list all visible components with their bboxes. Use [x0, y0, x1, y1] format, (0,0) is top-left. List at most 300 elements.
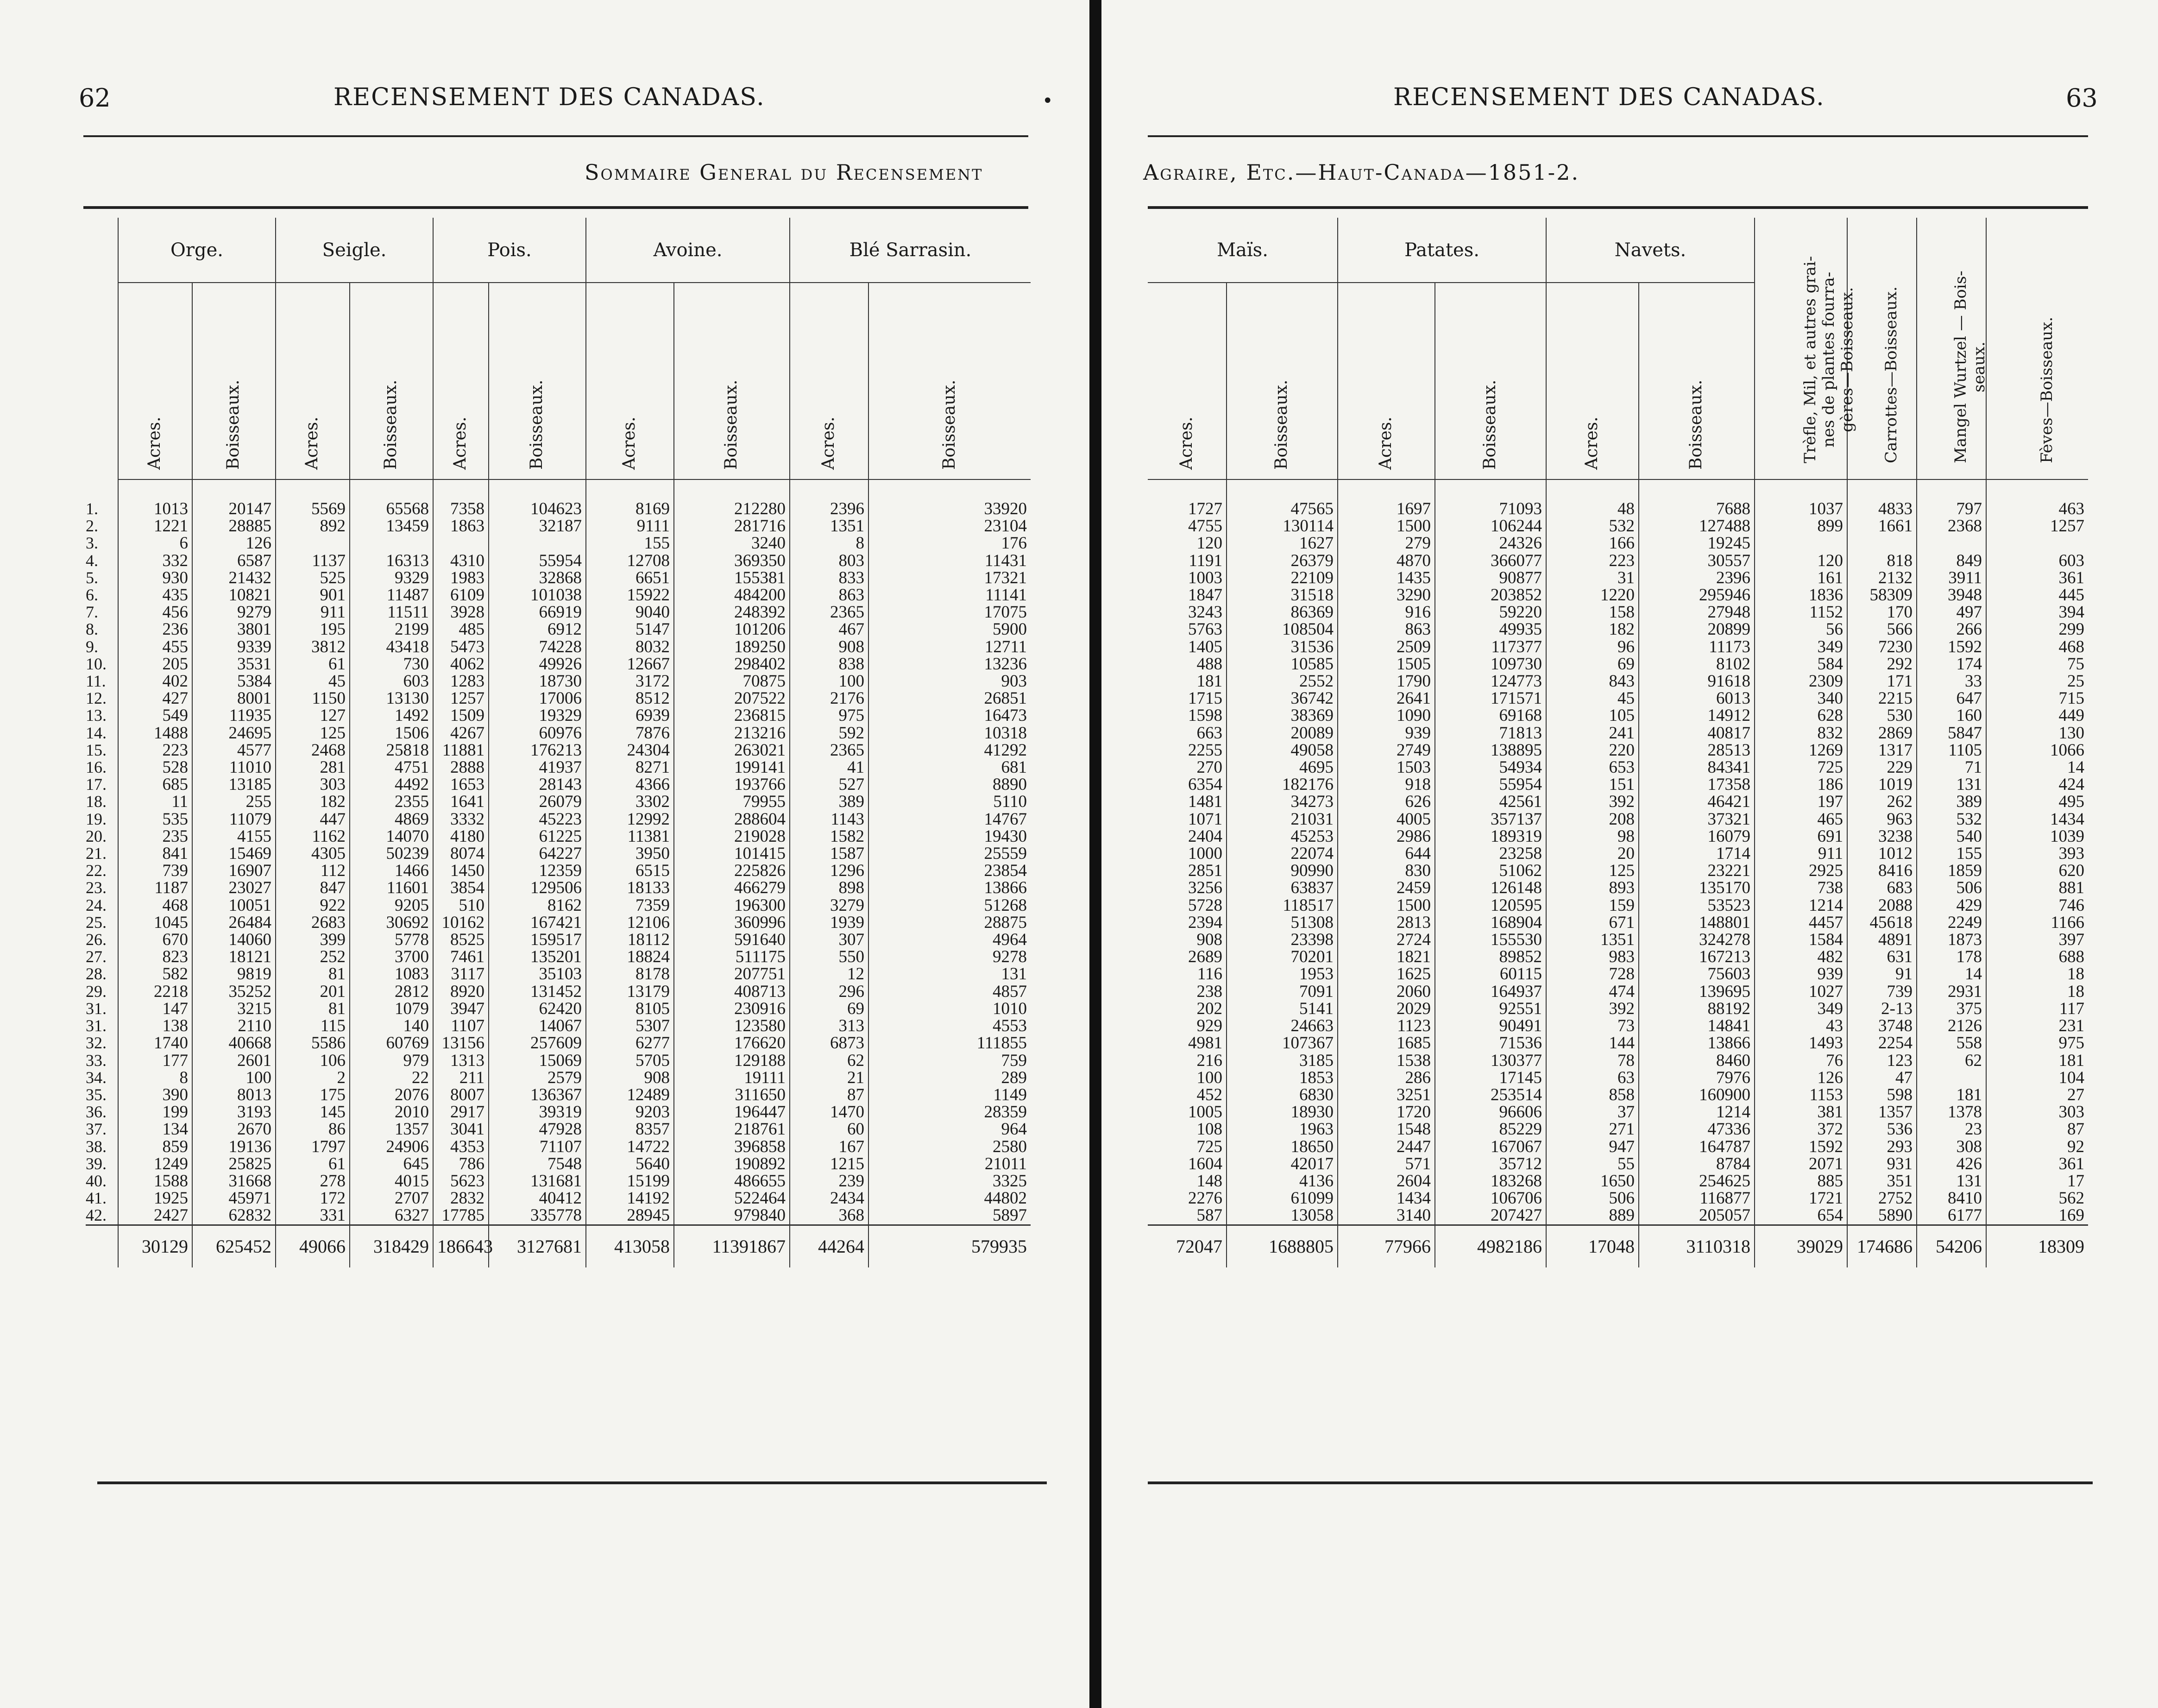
data-cell: 1434: [1986, 811, 2088, 828]
data-cell: 71093: [1435, 479, 1546, 517]
data-cell: 463: [1986, 479, 2088, 517]
data-cell: 8920: [433, 983, 489, 1000]
data-cell: 2813: [1338, 914, 1435, 931]
data-cell: 18824: [586, 948, 674, 965]
data-cell: 47336: [1639, 1121, 1755, 1138]
data-cell: 218761: [674, 1121, 790, 1138]
data-cell: 1010: [868, 1000, 1031, 1017]
data-cell: 21031: [1227, 811, 1338, 828]
data-cell: 2-13: [1847, 1000, 1917, 1017]
data-cell: 452: [1196, 1085, 1222, 1104]
data-cell: 23258: [1435, 845, 1546, 862]
data-cell: 592: [790, 725, 868, 742]
total-cell: 30129: [118, 1225, 192, 1267]
data-cell: 167067: [1435, 1138, 1546, 1155]
data-cell: 92: [1986, 1138, 2088, 1155]
data-cell: 1378: [1917, 1103, 1986, 1121]
census-table-left: [86, 218, 1031, 1267]
data-cell: 1873: [1917, 931, 1986, 948]
table-row: [86, 1172, 1031, 1190]
data-cell: 1066: [1986, 742, 2088, 759]
data-cell: 591640: [674, 931, 790, 948]
data-cell: 5569: [276, 479, 350, 517]
data-cell: 603: [350, 673, 433, 690]
data-cell: 4577: [192, 742, 276, 759]
boisseaux-label: Boisseaux.: [527, 379, 546, 470]
data-cell: 1269: [1755, 742, 1847, 759]
data-cell: 14060: [192, 931, 276, 948]
data-cell: 108504: [1227, 621, 1338, 638]
data-cell: 1939: [790, 914, 868, 931]
data-cell: 13130: [350, 690, 433, 707]
table-row: [1148, 1017, 2088, 1034]
data-cell: 63837: [1227, 879, 1338, 896]
data-cell: 738: [1755, 879, 1847, 896]
data-cell: 15199: [586, 1172, 674, 1190]
data-cell: 892: [276, 517, 350, 535]
table-row: [1148, 793, 2088, 810]
data-cell: 3251: [1338, 1086, 1435, 1103]
data-cell: 14722: [586, 1138, 674, 1155]
group-header-avoine: Avoine.: [586, 218, 790, 283]
data-cell: 331: [276, 1207, 350, 1225]
data-cell: 20147: [192, 479, 276, 517]
data-cell: 35712: [1435, 1155, 1546, 1172]
data-cell: 195: [276, 621, 350, 638]
data-cell: 1012: [1847, 845, 1917, 862]
row-number: 38.: [86, 1137, 107, 1156]
data-cell: 2427: [118, 1207, 192, 1225]
data-cell: 3812: [276, 638, 350, 655]
data-cell: 5623: [433, 1172, 489, 1190]
data-cell: 5141: [1227, 1000, 1338, 1017]
table-row: [1148, 1207, 2088, 1225]
data-cell: 427: [118, 690, 192, 707]
data-cell: 148801: [1639, 914, 1755, 931]
data-cell: 54934: [1435, 759, 1546, 776]
ornament-dot: •: [1042, 90, 1053, 112]
running-head-right: RECENSEMENT DES CANADAS.: [1393, 83, 1825, 111]
row-number: 11.: [86, 672, 106, 691]
data-cell: 27: [1986, 1086, 2088, 1103]
data-cell: 49926: [489, 655, 586, 673]
total-cell: 318429: [350, 1225, 433, 1267]
data-cell: 36742: [1227, 690, 1338, 707]
right-page: [1101, 0, 2158, 1708]
data-cell: 293: [1847, 1138, 1917, 1155]
data-cell: 2468: [276, 742, 350, 759]
data-cell: 5640: [586, 1155, 674, 1172]
table-bottom-rule-left: [97, 1481, 1047, 1484]
data-cell: 71: [1917, 759, 1986, 776]
data-cell: 32868: [489, 569, 586, 586]
table-row: [86, 1155, 1031, 1172]
data-cell: 361: [1986, 569, 2088, 586]
data-cell: 86369: [1227, 604, 1338, 621]
data-cell: 8512: [586, 690, 674, 707]
data-cell: 670: [118, 931, 192, 948]
data-cell: 129188: [674, 1052, 790, 1069]
boisseaux-header: [1639, 283, 1755, 479]
data-cell: 922: [276, 897, 350, 914]
data-cell: 901: [276, 586, 350, 604]
table-row: [1148, 655, 2088, 673]
running-head-left: RECENSEMENT DES CANADAS.: [333, 83, 765, 111]
table-row: [1148, 776, 2088, 793]
data-cell: 2604: [1338, 1172, 1435, 1190]
data-cell: 10051: [192, 897, 276, 914]
data-cell: 885: [1755, 1172, 1847, 1190]
data-cell: 155381: [674, 569, 790, 586]
data-cell: 9339: [192, 638, 276, 655]
data-cell: 254625: [1639, 1172, 1755, 1190]
data-cell: 86: [276, 1121, 350, 1138]
data-cell: 2851: [1188, 861, 1222, 881]
data-cell: 60: [790, 1121, 868, 1138]
data-cell: 671: [1546, 914, 1639, 931]
data-cell: 2076: [350, 1086, 433, 1103]
data-cell: 2110: [192, 1017, 276, 1034]
data-cell: 170: [1847, 604, 1917, 621]
row-number: 2.: [86, 517, 98, 536]
data-cell: 1584: [1755, 931, 1847, 948]
data-cell: 540: [1917, 828, 1986, 845]
data-cell: 3117: [433, 965, 489, 983]
table-row: [1148, 552, 2088, 569]
data-cell: 126148: [1435, 879, 1546, 896]
data-cell: [276, 535, 350, 552]
data-cell: 8169: [586, 479, 674, 517]
data-cell: 424: [1986, 776, 2088, 793]
data-cell: 2404: [1188, 826, 1222, 846]
row-number: 7.: [86, 603, 98, 622]
data-cell: 8032: [586, 638, 674, 655]
data-cell: 30692: [350, 914, 433, 931]
data-cell: 1790: [1338, 673, 1435, 690]
data-cell: 308: [1917, 1138, 1986, 1155]
data-cell: 8416: [1847, 862, 1917, 879]
data-cell: 4457: [1755, 914, 1847, 931]
data-cell: 1582: [790, 828, 868, 845]
data-cell: 1123: [1338, 1017, 1435, 1034]
data-cell: 166: [1546, 535, 1639, 552]
table-row: [86, 965, 1031, 983]
data-cell: 51308: [1227, 914, 1338, 931]
data-cell: 59220: [1435, 604, 1546, 621]
data-cell: 2601: [192, 1052, 276, 1069]
group-header-orge: Orge.: [118, 218, 276, 283]
data-cell: 1588: [118, 1172, 192, 1190]
data-cell: 6587: [192, 552, 276, 569]
data-cell: 135201: [489, 948, 586, 965]
data-cell: 2917: [433, 1103, 489, 1121]
data-cell: 12489: [586, 1086, 674, 1103]
data-cell: 859: [118, 1138, 192, 1155]
data-cell: 7461: [433, 948, 489, 965]
data-cell: 46421: [1639, 793, 1755, 810]
data-cell: 136367: [489, 1086, 586, 1103]
data-cell: 930: [118, 569, 192, 586]
data-cell: 4870: [1338, 552, 1435, 569]
data-cell: 164787: [1639, 1138, 1755, 1155]
data-cell: 22109: [1227, 569, 1338, 586]
data-cell: 139695: [1639, 983, 1755, 1000]
total-cell: 39029: [1755, 1225, 1847, 1267]
data-cell: 4267: [433, 725, 489, 742]
data-cell: 115: [276, 1017, 350, 1034]
data-cell: 739: [118, 862, 192, 879]
data-cell: 368: [790, 1207, 868, 1225]
data-cell: 190892: [674, 1155, 790, 1172]
data-cell: 1150: [276, 690, 350, 707]
table-row: [86, 586, 1031, 604]
data-cell: 131: [868, 965, 1031, 983]
row-number: 25.: [86, 913, 107, 932]
data-cell: 1257: [433, 690, 489, 707]
data-cell: 5763: [1188, 620, 1222, 639]
data-cell: 372: [1755, 1121, 1847, 1138]
acres-label: Acres.: [1177, 416, 1196, 470]
data-cell: 252: [276, 948, 350, 965]
data-cell: 60115: [1435, 965, 1546, 983]
data-cell: 16473: [868, 707, 1031, 724]
data-cell: 8007: [433, 1086, 489, 1103]
row-number: 28.: [86, 964, 107, 983]
data-cell: 8102: [1639, 655, 1755, 673]
data-cell: 598: [1847, 1086, 1917, 1103]
data-cell: 466279: [674, 879, 790, 896]
data-cell: 24304: [586, 742, 674, 759]
data-cell: 1013: [118, 479, 192, 517]
data-cell: 1079: [350, 1000, 433, 1017]
data-cell: 17321: [868, 569, 1031, 586]
data-cell: 106: [276, 1052, 350, 1069]
table-row: [86, 828, 1031, 845]
data-cell: 3950: [586, 845, 674, 862]
page-number-left: 62: [79, 83, 111, 113]
data-cell: 116877: [1639, 1190, 1755, 1207]
data-cell: 126: [1755, 1069, 1847, 1086]
data-cell: 535: [118, 811, 192, 828]
data-cell: 1005: [1188, 1103, 1222, 1122]
data-cell: 205: [118, 655, 192, 673]
data-cell: 1653: [433, 776, 489, 793]
data-cell: 11141: [868, 586, 1031, 604]
data-cell: 2749: [1338, 742, 1435, 759]
table-row: [1148, 1103, 2088, 1121]
data-cell: 5147: [586, 621, 674, 638]
data-cell: 61: [276, 1155, 350, 1172]
data-cell: 631: [1847, 948, 1917, 965]
data-cell: 1313: [433, 1052, 489, 1069]
table-row: [86, 479, 1031, 517]
data-cell: 549: [118, 707, 192, 724]
data-cell: 4755: [1188, 517, 1222, 536]
data-cell: 1357: [350, 1121, 433, 1138]
data-cell: 14070: [350, 828, 433, 845]
data-cell: 584: [1755, 655, 1847, 673]
table-row: [1148, 1052, 2088, 1069]
data-cell: 14: [1986, 759, 2088, 776]
data-cell: 271: [1546, 1121, 1639, 1138]
data-cell: 78: [1546, 1052, 1639, 1069]
total-cell: 77966: [1338, 1225, 1435, 1267]
data-cell: 1592: [1755, 1138, 1847, 1155]
data-cell: [1917, 1069, 1986, 1086]
data-cell: 918: [1338, 776, 1435, 793]
data-cell: 13866: [868, 879, 1031, 896]
data-cell: 147: [118, 1000, 192, 1017]
data-cell: 223: [118, 742, 192, 759]
row-number: 23.: [86, 878, 107, 897]
data-cell: 45253: [1227, 828, 1338, 845]
data-cell: 929: [1196, 1016, 1222, 1036]
data-cell: 6912: [489, 621, 586, 638]
table-row: [1148, 965, 2088, 983]
data-cell: 303: [1986, 1103, 2088, 1121]
data-cell: 7358: [433, 479, 489, 517]
data-cell: 183268: [1435, 1172, 1546, 1190]
data-cell: 1137: [276, 552, 350, 569]
data-cell: 1720: [1338, 1103, 1435, 1121]
data-cell: 2394: [1188, 913, 1222, 932]
data-cell: 582: [118, 965, 192, 983]
data-cell: 2249: [1917, 914, 1986, 931]
data-cell: 161: [1755, 569, 1847, 586]
data-cell: 178: [1917, 948, 1986, 965]
data-cell: 112: [276, 862, 350, 879]
data-cell: 510: [433, 897, 489, 914]
data-cell: 1853: [1227, 1069, 1338, 1086]
data-cell: 41937: [489, 759, 586, 776]
data-cell: 681: [868, 759, 1031, 776]
data-cell: 1627: [1227, 535, 1338, 552]
total-cell: 18309: [1986, 1225, 2088, 1267]
data-cell: 292: [1847, 655, 1917, 673]
data-cell: 96: [1546, 638, 1639, 655]
data-cell: 2396: [790, 479, 868, 517]
data-cell: 626: [1338, 793, 1435, 810]
data-cell: 15069: [489, 1052, 586, 1069]
table-top-rule-left: [83, 206, 1028, 209]
data-cell: 131: [1917, 776, 1986, 793]
table-row: [1148, 1190, 2088, 1207]
table-row: [86, 621, 1031, 638]
data-cell: 220: [1546, 742, 1639, 759]
data-cell: 176213: [489, 742, 586, 759]
total-cell: 3110318: [1639, 1225, 1755, 1267]
data-cell: 7688: [1639, 479, 1755, 517]
data-cell: 105: [1546, 707, 1639, 724]
data-cell: 975: [790, 707, 868, 724]
data-cell: 104623: [489, 479, 586, 517]
data-cell: 8890: [868, 776, 1031, 793]
data-cell: 223: [1546, 552, 1639, 569]
data-cell: 3748: [1847, 1017, 1917, 1034]
data-cell: 25825: [192, 1155, 276, 1172]
row-number: 10.: [86, 654, 107, 673]
data-cell: 85229: [1435, 1121, 1546, 1138]
table-row: [1148, 517, 2088, 535]
data-cell: 435: [118, 586, 192, 604]
total-cell: 174686: [1847, 1225, 1917, 1267]
row-number: 6.: [86, 586, 98, 605]
data-cell: 550: [790, 948, 868, 965]
data-cell: 22074: [1227, 845, 1338, 862]
acres-header: [1148, 283, 1227, 479]
data-cell: 35103: [489, 965, 586, 983]
data-cell: 311650: [674, 1086, 790, 1103]
data-cell: 26379: [1227, 552, 1338, 569]
data-cell: 49935: [1435, 621, 1546, 638]
data-cell: 506: [1917, 879, 1986, 896]
data-cell: 189250: [674, 638, 790, 655]
data-cell: 167213: [1639, 948, 1755, 965]
data-cell: 1045: [118, 914, 192, 931]
data-cell: 2459: [1338, 879, 1435, 896]
data-cell: 106244: [1435, 517, 1546, 535]
table-row: [1148, 1086, 2088, 1103]
header-mangel-wurtzel: Mangel Wurtzel — Bois- seaux.: [1917, 218, 1986, 479]
data-cell: 1685: [1338, 1034, 1435, 1052]
boisseaux-label: Boisseaux.: [1480, 379, 1499, 470]
data-cell: 468: [118, 897, 192, 914]
table-row: [86, 1207, 1031, 1225]
data-cell: 6327: [350, 1207, 433, 1225]
data-cell: 100: [1196, 1068, 1222, 1087]
data-cell: 116: [1197, 964, 1222, 984]
data-cell: 2365: [790, 604, 868, 621]
boisseaux-label: Boisseaux.: [381, 379, 400, 470]
data-cell: 1481: [1188, 792, 1222, 812]
data-cell: 746: [1986, 897, 2088, 914]
data-cell: 6651: [586, 569, 674, 586]
data-cell: 51062: [1435, 862, 1546, 879]
data-cell: 26484: [192, 914, 276, 931]
data-cell: 61099: [1227, 1190, 1338, 1207]
table-row: [1148, 1121, 2088, 1138]
data-cell: 176620: [674, 1034, 790, 1052]
data-cell: 172: [276, 1190, 350, 1207]
data-cell: 28513: [1639, 742, 1755, 759]
data-cell: 375: [1917, 1000, 1986, 1017]
data-cell: 199: [118, 1103, 192, 1121]
data-cell: 803: [790, 552, 868, 569]
row-number: 18.: [86, 792, 107, 811]
data-cell: 14841: [1639, 1017, 1755, 1034]
total-cell: 17048: [1546, 1225, 1639, 1267]
data-cell: 349: [1755, 638, 1847, 655]
data-cell: 108: [1196, 1120, 1222, 1139]
data-cell: 3185: [1227, 1052, 1338, 1069]
data-cell: 266: [1917, 621, 1986, 638]
data-cell: 663: [1196, 723, 1222, 743]
data-cell: 43: [1755, 1017, 1847, 1034]
data-cell: 30557: [1639, 552, 1755, 569]
data-cell: 683: [1847, 879, 1917, 896]
data-cell: 562: [1986, 1190, 2088, 1207]
data-cell: 16079: [1639, 828, 1755, 845]
table-row: [86, 879, 1031, 896]
data-cell: 903: [868, 673, 1031, 690]
data-cell: 4964: [868, 931, 1031, 948]
data-cell: 381: [1755, 1103, 1847, 1121]
data-cell: 392: [1546, 793, 1639, 810]
data-cell: 1037: [1755, 479, 1847, 517]
data-cell: 1351: [790, 517, 868, 535]
row-number: 31.: [86, 1016, 107, 1035]
data-cell: 6939: [586, 707, 674, 724]
